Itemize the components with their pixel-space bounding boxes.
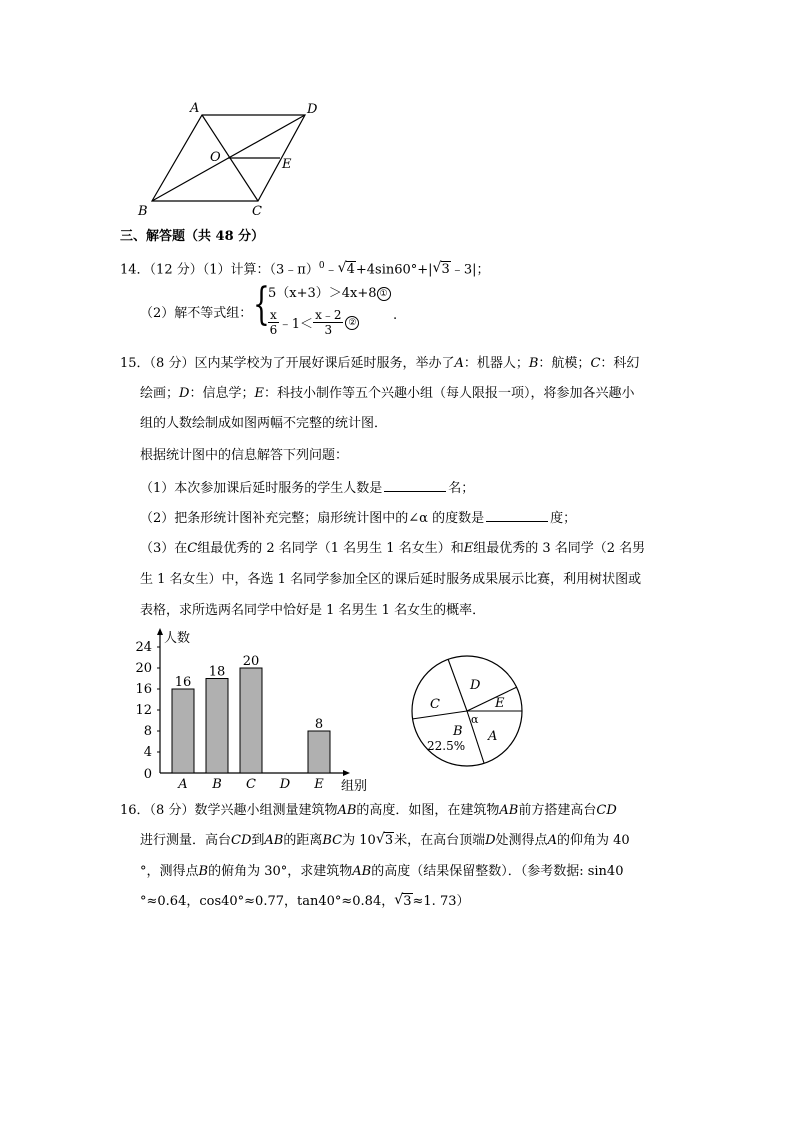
x-tick-label: D (279, 777, 291, 792)
bar (240, 668, 262, 773)
pie-label-alpha: α (471, 713, 479, 726)
fraction-x-minus-2-3: $\frac{x﹣2}{3}$ (315, 308, 342, 337)
pie-label-percent: 22.5% (427, 739, 466, 753)
sqrt-4: √ 4 (337, 260, 355, 278)
bar-data-label: 16 (174, 675, 192, 690)
bar-data-label: 8 (314, 717, 324, 732)
x-tick-label: A (178, 777, 188, 792)
system-brace: { (253, 279, 270, 330)
y-tick-label: 16 (135, 682, 152, 697)
bar-data-label: 20 (242, 654, 260, 669)
q16-sqrt-3b: √ 3 (394, 892, 412, 909)
inequality-1 (268, 285, 391, 303)
mark-1: ① (377, 287, 391, 301)
q14-part1-prefix: （1）计算：（3﹣π） (202, 262, 319, 278)
fraction-x-6: $\frac{x}{6}$ (269, 308, 278, 337)
bar (172, 689, 194, 773)
y-tick-label: 20 (135, 661, 152, 676)
y-tick-label: 4 (143, 745, 152, 760)
pie-label-c: C (430, 697, 440, 712)
bar (308, 731, 330, 773)
label-b: B (138, 204, 148, 219)
q15-sub1: （1）本次参加课后延时服务的学生人数是 名； (140, 481, 475, 496)
q14-part2-label: （2）解不等式组： (140, 306, 253, 321)
q14-exponent: 0 (318, 261, 325, 271)
x-axis-arrow (343, 770, 350, 776)
x-tick-label: C (246, 777, 256, 792)
inequality-2 (268, 308, 359, 337)
q15-sub3-line1: （3）在C组最优秀的 2 名同学（1 名男生 1 名女生）和E组最优秀的 3 名同学（2 名男 (140, 541, 646, 556)
q16-line3: °，测得点B的俯角为 30°，求建筑物AB的高度（结果保留整数）．（参考数据: sin40 (140, 864, 624, 879)
y-tick-label: 8 (143, 724, 152, 739)
pie-chart (405, 650, 535, 775)
answer-blank-1[interactable] (384, 479, 446, 492)
q15-sub3-line2: 生 1 名女生）中，各选 1 名同学参加全区的课后延时服务成果展示比赛，利用树状图或 (140, 572, 642, 587)
pie-label-b: B (453, 724, 463, 739)
y-tick-label: 12 (135, 703, 152, 718)
y-tick-label: 0 (143, 767, 152, 782)
q16-sqrt-3: √ 3 (375, 831, 394, 848)
q14-mid2: +4sin60°+| (355, 262, 433, 278)
bar (206, 679, 228, 774)
bar-data-label: 18 (208, 664, 226, 680)
inequality-end-dot: . (393, 308, 398, 323)
sqrt-3: √ 3 (432, 260, 450, 278)
x-axis-title: 组别 (341, 779, 368, 794)
q15-line1: 15．（8 分）区内某学校为了开展好课后延时服务，举办了A：机器人；B：航模；C：科幻 (120, 356, 640, 371)
y-axis-title: 人数 (164, 631, 191, 646)
q15-line3: 组的人数绘制成如图两幅不完整的统计图． (140, 416, 388, 431)
pie-label-d: D (470, 678, 481, 693)
q16-line4: °≈0.64，cos40°≈0.77，tan40°≈0.84， √ 3≈1. 73） (140, 892, 470, 909)
label-e: E (282, 157, 292, 172)
label-a: A (190, 101, 200, 116)
label-d: D (307, 102, 318, 117)
q16-line1: 16．（8 分）数学兴趣小组测量建筑物AB的高度．如图，在建筑物AB前方搭建高台CD (120, 803, 617, 818)
q14-number: 14． (120, 262, 150, 278)
x-tick-label: E (314, 777, 324, 792)
q15-line4: 根据统计图中的信息解答下列问题： (140, 448, 349, 463)
q15-sub3-line3: 表格，求所选两名同学中恰好是 1 名男生 1 名女生的概率． (140, 603, 486, 618)
inequality-2-mid: ﹣1＜ (278, 317, 314, 332)
q14-score: （12 分） (149, 262, 203, 278)
pie-label-a: A (488, 729, 498, 744)
q15-sub2: （2）把条形统计图补充完整；扇形统计图中的∠α 的度数是 度； (140, 511, 577, 526)
x-tick-label: B (212, 777, 222, 792)
answer-blank-2[interactable] (486, 509, 548, 522)
q14-part1 (120, 257, 489, 279)
q16-line2: 进行测量．高台CD到AB的距离BC为 10 √ 3米，在高台顶端D处测得点A的仰角为 40 (140, 831, 630, 848)
q14-minus: ﹣ (324, 262, 338, 278)
section-title: 三、解答题（共 48 分） (120, 229, 265, 244)
q15-line2: 绘画；D：信息学；E：科技小制作等五个兴趣小组（每人限报一项），将参加各兴趣小 (140, 386, 635, 401)
parallelogram-figure (130, 95, 330, 220)
pie-label-e: E (495, 696, 505, 711)
label-o: O (210, 150, 221, 165)
q14-end: ﹣3|； (450, 262, 490, 278)
label-c: C (252, 204, 262, 219)
y-tick-label: 24 (135, 640, 152, 655)
inequality-1-text: 5（x+3）＞4x+8 (268, 286, 377, 301)
y-axis-arrow (157, 628, 163, 635)
bar-chart (125, 625, 375, 795)
mark-2: ② (345, 316, 359, 330)
